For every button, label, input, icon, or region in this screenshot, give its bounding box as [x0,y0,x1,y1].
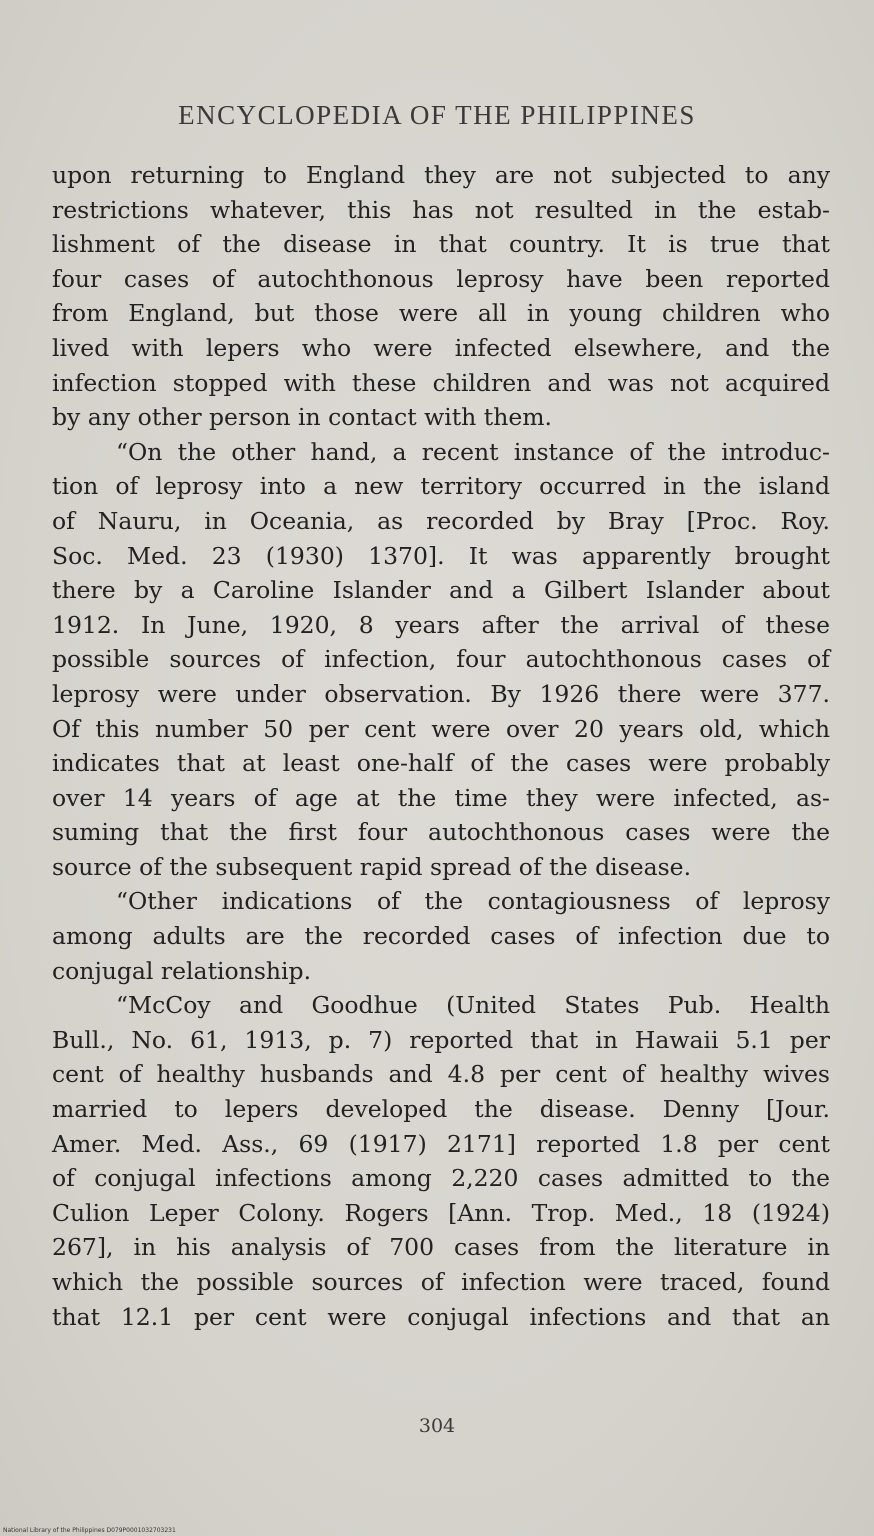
text-line: suming that the first four autochthonous cases were the [52,818,830,847]
text-line: over 14 years of age at the time they were infected, as- [52,783,830,812]
text-line: restrictions whatever, this has not resulted in the estab- [52,195,830,224]
text-line: source of the subsequent rapid spread of the disease. [52,852,692,881]
text-line: married to lepers developed the disease. Denny [Jour. [52,1095,830,1124]
page-number: 304 [418,1415,456,1437]
text-line: possible sources of infection, four autochthonous cases of [52,645,830,674]
text-line: Soc. Med. 23 (1930) 1370]. It was apparently brought [52,541,830,570]
text-line: Amer. Med. Ass., 69 (1917) 2171] reported 1.8 per cent [52,1129,830,1158]
text-line: there by a Caroline Islander and a Gilbert Islander about [52,576,830,605]
text-line: from England, but those were all in young children who [52,299,830,328]
text-line: cent of healthy husbands and 4.8 per cent of healthy wives [52,1060,830,1089]
text-line: “On the other hand, a recent instance of the introduc- [116,437,830,466]
paragraph [52,988,830,1334]
scan-footer-label: National Library of the Philippines D079P0001032703231 [3,1527,176,1534]
text-line: four cases of autochthonous leprosy have been reported [52,264,830,293]
text-line: Bull., No. 61, 1913, p. 7) reported that in Hawaii 5.1 per [52,1025,830,1054]
text-line: indicates that at least one-half of the cases were probably [52,749,830,778]
text-line: Culion Leper Colony. Rogers [Ann. Trop. Med., 18 (1924) [52,1198,830,1227]
running-title: ENCYCLOPEDIA OF THE PHILIPPINES [178,100,696,130]
text-line: that 12.1 per cent were conjugal infections and that an [52,1302,830,1331]
text-line: by any other person in contact with them. [52,403,553,432]
text-line: 267], in his analysis of 700 cases from the literature in [52,1233,830,1262]
text-line: infection stopped with these children and was not acquired [52,368,830,397]
text-line: tion of leprosy into a new territory occurred in the island [52,472,830,501]
text-line: conjugal relationship. [52,956,312,985]
text-line: “Other indications of the contagiousness of leprosy [116,887,830,916]
text-line: lived with lepers who were infected elsewhere, and the [52,333,830,362]
text-line: upon returning to England they are not subjected to any [52,161,830,189]
paragraph [52,884,830,988]
text-line: Of this number 50 per cent were over 20 years old, which [52,714,830,743]
text-line: leprosy were under observation. By 1926 there were 377. [52,679,830,708]
paragraph [52,158,830,435]
text-line: of Nauru, in Oceania, as recorded by Bray [Proc. Roy. [52,506,830,535]
text-line: “McCoy and Goodhue (United States Pub. Health [116,991,830,1020]
text-line: 1912. In June, 1920, 8 years after the arrival of these [52,610,830,639]
body-text [52,158,830,1334]
paragraph [52,435,830,885]
text-line: of conjugal infections among 2,220 cases admitted to the [52,1164,830,1193]
text-line: lishment of the disease in that country. It is true that [52,230,830,259]
text-line: among adults are the recorded cases of infection due to [52,922,830,951]
text-line: which the possible sources of infection were traced, found [52,1268,830,1296]
